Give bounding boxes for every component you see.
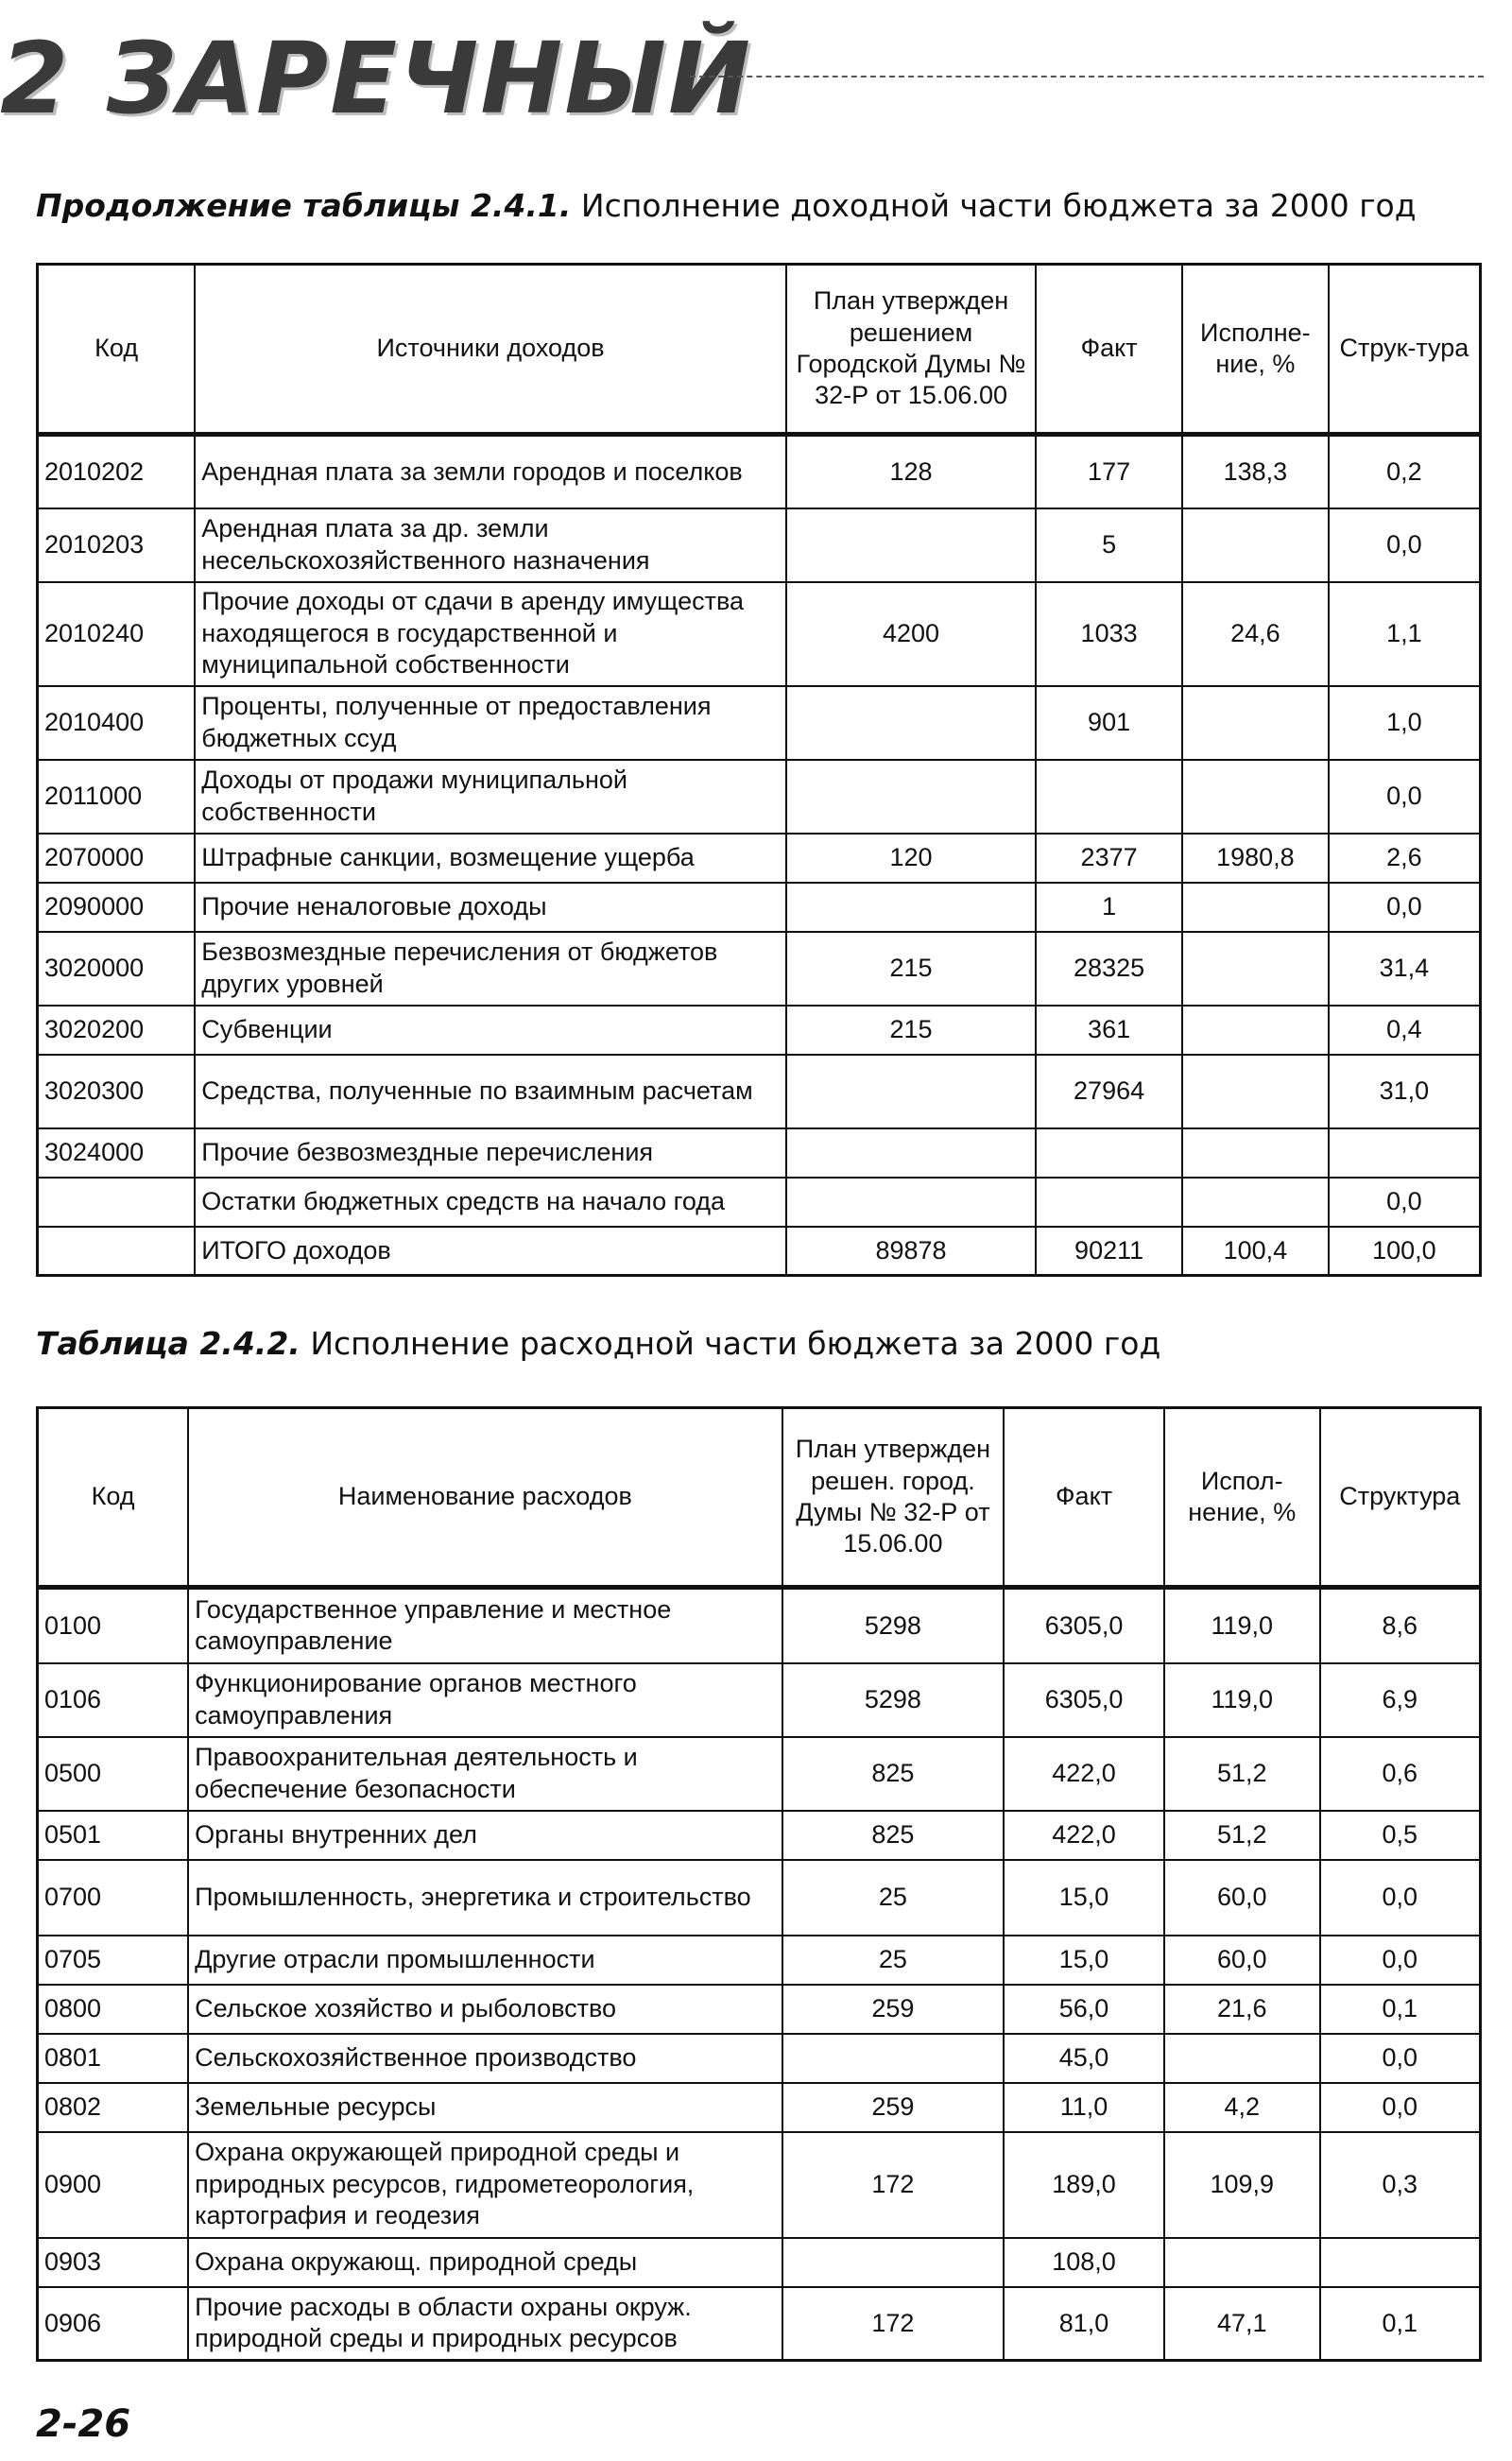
execution-cell: 60,0 xyxy=(1164,1936,1320,1985)
structure-cell: 0,0 xyxy=(1320,2083,1481,2132)
name-cell: Доходы от продажи муниципальной собственности xyxy=(195,760,786,834)
fact-cell: 6305,0 xyxy=(1004,1663,1164,1737)
code-cell: 0501 xyxy=(38,1811,189,1860)
name-cell: Средства, полученные по взаимным расчетам xyxy=(195,1055,786,1128)
fact-cell: 1033 xyxy=(1036,582,1182,686)
table-row xyxy=(38,1227,1481,1276)
plan-cell xyxy=(786,883,1036,932)
structure-cell: 31,0 xyxy=(1329,1055,1481,1128)
execution-cell xyxy=(1182,760,1329,834)
name-cell: Арендная плата за земли городов и поселков xyxy=(195,435,786,508)
table-row xyxy=(38,686,1481,760)
header-source: Источники доходов xyxy=(195,265,786,435)
header-code: Код xyxy=(38,265,196,435)
table-row xyxy=(38,2287,1481,2361)
structure-cell: 0,0 xyxy=(1320,2034,1481,2083)
name-cell: Прочие безвозмездные перечисления xyxy=(195,1128,786,1178)
execution-cell: 119,0 xyxy=(1164,1588,1320,1663)
execution-cell xyxy=(1182,932,1329,1006)
name-cell: Сельское хозяйство и рыболовство xyxy=(188,1985,782,2034)
fact-cell: 11,0 xyxy=(1004,2083,1164,2132)
fact-cell: 1 xyxy=(1036,883,1182,932)
fact-cell: 56,0 xyxy=(1004,1985,1164,2034)
section-logo: 2 ЗАРЕЧНЫЙ xyxy=(0,21,753,136)
fact-cell: 422,0 xyxy=(1004,1811,1164,1860)
code-cell: 0700 xyxy=(38,1860,189,1936)
execution-cell: 60,0 xyxy=(1164,1860,1320,1936)
header-divider xyxy=(690,76,1484,77)
execution-cell xyxy=(1182,686,1329,760)
header-execution: Испол-нение, % xyxy=(1164,1408,1320,1588)
table-row xyxy=(38,1663,1481,1737)
name-cell: Государственное управление и местное самоуправление xyxy=(188,1588,782,1663)
plan-cell: 172 xyxy=(782,2132,1005,2238)
execution-cell xyxy=(1182,1006,1329,1055)
name-cell: ИТОГО доходов xyxy=(195,1227,786,1276)
execution-cell xyxy=(1164,2034,1320,2083)
code-cell xyxy=(38,1227,196,1276)
table1-caption-label: Продолжение таблицы 2.4.1. xyxy=(36,187,572,224)
name-cell: Штрафные санкции, возмещение ущерба xyxy=(195,834,786,883)
table-row xyxy=(38,883,1481,932)
structure-cell: 0,2 xyxy=(1329,435,1481,508)
plan-cell: 172 xyxy=(782,2287,1005,2361)
execution-cell: 4,2 xyxy=(1164,2083,1320,2132)
name-cell: Охрана окружающ. природной среды xyxy=(188,2238,782,2287)
plan-cell: 128 xyxy=(786,435,1036,508)
table-row xyxy=(38,2238,1481,2287)
name-cell: Правоохранительная деятельность и обеспечение безопасности xyxy=(188,1737,782,1811)
plan-cell: 25 xyxy=(782,1936,1005,1985)
structure-cell: 0,0 xyxy=(1320,1936,1481,1985)
execution-cell xyxy=(1164,2238,1320,2287)
code-cell: 0800 xyxy=(38,1985,189,2034)
structure-cell: 0,0 xyxy=(1329,760,1481,834)
fact-cell xyxy=(1036,760,1182,834)
table-row xyxy=(38,2083,1481,2132)
fact-cell: 90211 xyxy=(1036,1227,1182,1276)
code-cell: 2010400 xyxy=(38,686,196,760)
header-plan: План утвержден решен. город. Думы № 32-Р от 15.06.00 xyxy=(782,1408,1005,1588)
structure-cell: 1,1 xyxy=(1329,582,1481,686)
plan-cell xyxy=(786,1178,1036,1227)
table1-caption-text: Исполнение доходной части бюджета за 2000 год xyxy=(571,187,1417,224)
plan-cell: 215 xyxy=(786,1006,1036,1055)
code-cell: 2011000 xyxy=(38,760,196,834)
table-row xyxy=(38,1128,1481,1178)
table-row xyxy=(38,1811,1481,1860)
structure-cell xyxy=(1320,2238,1481,2287)
fact-cell: 27964 xyxy=(1036,1055,1182,1128)
plan-cell: 4200 xyxy=(786,582,1036,686)
name-cell: Земельные ресурсы xyxy=(188,2083,782,2132)
execution-cell xyxy=(1182,508,1329,582)
plan-cell: 25 xyxy=(782,1860,1005,1936)
plan-cell xyxy=(782,2238,1005,2287)
fact-cell: 901 xyxy=(1036,686,1182,760)
table-row xyxy=(38,834,1481,883)
structure-cell: 8,6 xyxy=(1320,1588,1481,1663)
fact-cell: 108,0 xyxy=(1004,2238,1164,2287)
expense-table-body xyxy=(38,1588,1481,2361)
name-cell: Органы внутренних дел xyxy=(188,1811,782,1860)
plan-cell xyxy=(786,508,1036,582)
header-code: Код xyxy=(38,1408,189,1588)
structure-cell: 0,0 xyxy=(1329,1178,1481,1227)
income-table xyxy=(36,263,1482,1277)
code-cell: 2010240 xyxy=(38,582,196,686)
code-cell: 0906 xyxy=(38,2287,189,2361)
code-cell: 2070000 xyxy=(38,834,196,883)
name-cell: Другие отрасли промышленности xyxy=(188,1936,782,1985)
fact-cell: 2377 xyxy=(1036,834,1182,883)
structure-cell: 31,4 xyxy=(1329,932,1481,1006)
structure-cell: 100,0 xyxy=(1329,1227,1481,1276)
plan-cell xyxy=(786,686,1036,760)
name-cell: Промышленность, энергетика и строительство xyxy=(188,1860,782,1936)
structure-cell: 6,9 xyxy=(1320,1663,1481,1737)
name-cell: Прочие доходы от сдачи в аренду имущества находящегося в государственной и муниципальной собственности xyxy=(195,582,786,686)
plan-cell: 825 xyxy=(782,1737,1005,1811)
table-row xyxy=(38,760,1481,834)
plan-cell xyxy=(782,2034,1005,2083)
execution-cell: 119,0 xyxy=(1164,1663,1320,1737)
name-cell: Остатки бюджетных средств на начало года xyxy=(195,1178,786,1227)
plan-cell xyxy=(786,760,1036,834)
code-cell: 0106 xyxy=(38,1663,189,1737)
table-row xyxy=(38,1588,1481,1663)
structure-cell: 0,0 xyxy=(1320,1860,1481,1936)
name-cell: Сельскохозяйственное производство xyxy=(188,2034,782,2083)
table-row xyxy=(38,932,1481,1006)
name-cell: Прочие неналоговые доходы xyxy=(195,883,786,932)
name-cell: Охрана окружающей природной среды и природных ресурсов, гидрометеорология, картография и геодезия xyxy=(188,2132,782,2238)
code-cell: 3024000 xyxy=(38,1128,196,1178)
table1-caption xyxy=(36,187,1417,224)
fact-cell: 15,0 xyxy=(1004,1936,1164,1985)
fact-cell: 189,0 xyxy=(1004,2132,1164,2238)
execution-cell: 138,3 xyxy=(1182,435,1329,508)
execution-cell xyxy=(1182,883,1329,932)
name-cell: Безвозмездные перечисления от бюджетов других уровней xyxy=(195,932,786,1006)
code-cell: 3020300 xyxy=(38,1055,196,1128)
header-fact: Факт xyxy=(1004,1408,1164,1588)
plan-cell: 5298 xyxy=(782,1663,1005,1737)
name-cell: Проценты, полученные от предоставления бюджетных ссуд xyxy=(195,686,786,760)
plan-cell: 5298 xyxy=(782,1588,1005,1663)
table-row xyxy=(38,1737,1481,1811)
execution-cell: 24,6 xyxy=(1182,582,1329,686)
structure-cell: 0,1 xyxy=(1320,1985,1481,2034)
table2-caption-text: Исполнение расходной части бюджета за 2000 год xyxy=(300,1325,1161,1362)
code-cell: 2010202 xyxy=(38,435,196,508)
structure-cell: 0,0 xyxy=(1329,883,1481,932)
name-cell: Арендная плата за др. земли несельскохозяйственного назначения xyxy=(195,508,786,582)
table2-caption xyxy=(36,1325,1160,1362)
income-table-body xyxy=(38,435,1481,1276)
table-row xyxy=(38,1985,1481,2034)
header-fact: Факт xyxy=(1036,265,1182,435)
name-cell: Субвенции xyxy=(195,1006,786,1055)
execution-cell xyxy=(1182,1178,1329,1227)
structure-cell: 0,5 xyxy=(1320,1811,1481,1860)
plan-cell: 259 xyxy=(782,1985,1005,2034)
page-number: 2-26 xyxy=(36,2402,131,2446)
structure-cell: 0,1 xyxy=(1320,2287,1481,2361)
fact-cell: 15,0 xyxy=(1004,1860,1164,1936)
plan-cell: 259 xyxy=(782,2083,1005,2132)
name-cell: Прочие расходы в области охраны окруж. природной среды и природных ресурсов xyxy=(188,2287,782,2361)
execution-cell: 109,9 xyxy=(1164,2132,1320,2238)
table-header-row xyxy=(38,1408,1481,1588)
execution-cell: 100,4 xyxy=(1182,1227,1329,1276)
table-row xyxy=(38,1936,1481,1985)
plan-cell: 89878 xyxy=(786,1227,1036,1276)
execution-cell xyxy=(1182,1055,1329,1128)
header-execution: Исполне-ние, % xyxy=(1182,265,1329,435)
code-cell: 0903 xyxy=(38,2238,189,2287)
header-plan: План утвержден решением Городской Думы № 32-Р от 15.06.00 xyxy=(786,265,1036,435)
fact-cell: 28325 xyxy=(1036,932,1182,1006)
fact-cell: 45,0 xyxy=(1004,2034,1164,2083)
fact-cell: 422,0 xyxy=(1004,1737,1164,1811)
plan-cell: 825 xyxy=(782,1811,1005,1860)
code-cell: 0802 xyxy=(38,2083,189,2132)
execution-cell: 51,2 xyxy=(1164,1811,1320,1860)
fact-cell: 177 xyxy=(1036,435,1182,508)
execution-cell xyxy=(1182,1128,1329,1178)
code-cell: 2010203 xyxy=(38,508,196,582)
structure-cell: 1,0 xyxy=(1329,686,1481,760)
plan-cell xyxy=(786,1128,1036,1178)
structure-cell: 0,3 xyxy=(1320,2132,1481,2238)
header-structure: Струк-тура xyxy=(1329,265,1481,435)
execution-cell: 47,1 xyxy=(1164,2287,1320,2361)
code-cell: 0100 xyxy=(38,1588,189,1663)
table-row xyxy=(38,1055,1481,1128)
code-cell: 2090000 xyxy=(38,883,196,932)
table-row xyxy=(38,435,1481,508)
structure-cell: 0,6 xyxy=(1320,1737,1481,1811)
table-row xyxy=(38,2132,1481,2238)
plan-cell: 215 xyxy=(786,932,1036,1006)
table-header-row xyxy=(38,265,1481,435)
table-row xyxy=(38,1860,1481,1936)
code-cell xyxy=(38,1178,196,1227)
fact-cell: 5 xyxy=(1036,508,1182,582)
structure-cell: 0,4 xyxy=(1329,1006,1481,1055)
table-row xyxy=(38,1178,1481,1227)
plan-cell xyxy=(786,1055,1036,1128)
table2-caption-label: Таблица 2.4.2. xyxy=(36,1325,301,1362)
structure-cell: 0,0 xyxy=(1329,508,1481,582)
table-row xyxy=(38,508,1481,582)
execution-cell: 1980,8 xyxy=(1182,834,1329,883)
expense-table xyxy=(36,1406,1482,2362)
name-cell: Функционирование органов местного самоуправления xyxy=(188,1663,782,1737)
fact-cell: 6305,0 xyxy=(1004,1588,1164,1663)
structure-cell xyxy=(1329,1128,1481,1178)
structure-cell: 2,6 xyxy=(1329,834,1481,883)
fact-cell xyxy=(1036,1128,1182,1178)
table-row xyxy=(38,1006,1481,1055)
table-row xyxy=(38,2034,1481,2083)
table-row xyxy=(38,582,1481,686)
header-structure: Структура xyxy=(1320,1408,1481,1588)
fact-cell: 81,0 xyxy=(1004,2287,1164,2361)
code-cell: 3020000 xyxy=(38,932,196,1006)
header-expense-name: Наименование расходов xyxy=(188,1408,782,1588)
plan-cell: 120 xyxy=(786,834,1036,883)
fact-cell: 361 xyxy=(1036,1006,1182,1055)
execution-cell: 21,6 xyxy=(1164,1985,1320,2034)
code-cell: 0500 xyxy=(38,1737,189,1811)
execution-cell: 51,2 xyxy=(1164,1737,1320,1811)
fact-cell xyxy=(1036,1178,1182,1227)
code-cell: 0801 xyxy=(38,2034,189,2083)
code-cell: 0900 xyxy=(38,2132,189,2238)
code-cell: 0705 xyxy=(38,1936,189,1985)
code-cell: 3020200 xyxy=(38,1006,196,1055)
